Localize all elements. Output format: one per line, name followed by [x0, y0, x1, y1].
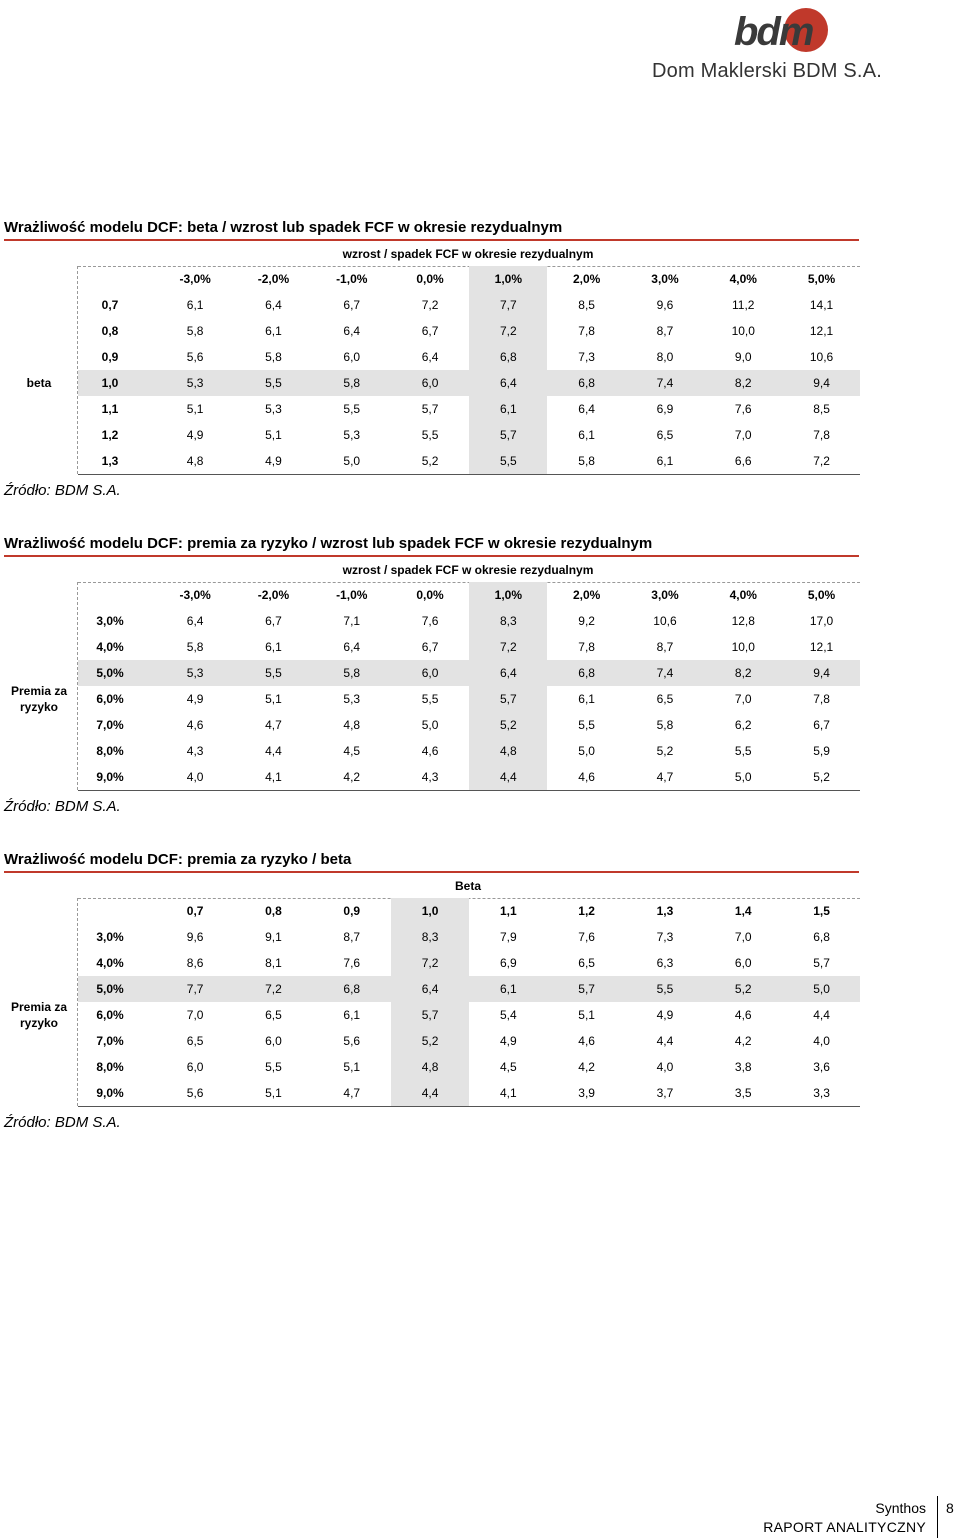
row-label: 3,0% [96, 614, 124, 628]
table-cell: 4,2 [343, 770, 361, 784]
table-cell: 5,5 [421, 428, 439, 442]
table-cell: 4,3 [186, 744, 204, 758]
table-cell: 7,2 [265, 982, 282, 996]
table-cell: 5,1 [186, 402, 204, 416]
table-cell: 6,1 [186, 298, 204, 312]
table-row [78, 370, 860, 396]
source-note: Źródło: BDM S.A. [4, 798, 121, 815]
table-cell: 17,0 [809, 614, 834, 628]
table-cell: 7,2 [421, 956, 439, 970]
table-cell: 5,6 [343, 1034, 361, 1048]
table-cell: 4,1 [265, 770, 282, 784]
column-header: 3,0% [651, 272, 679, 286]
column-group-label: wzrost / spadek FCF w okresie rezydualnym [342, 247, 594, 261]
table-cell: 5,7 [578, 982, 595, 996]
table-cell: 3,6 [813, 1060, 830, 1074]
table-cell: 4,9 [186, 428, 204, 442]
table-cell: 5,3 [186, 376, 204, 390]
column-header: 1,3 [656, 904, 674, 918]
table-cell: 8,1 [265, 956, 282, 970]
column-header: 1,0% [494, 588, 523, 602]
table-cell: 7,6 [578, 930, 595, 944]
table-cell: 5,1 [343, 1060, 361, 1074]
table-row [78, 924, 860, 950]
table-cell: 6,7 [343, 298, 361, 312]
table-cell: 4,6 [578, 1034, 595, 1048]
table-cell: 3,5 [734, 1086, 752, 1100]
table-cell: 5,0 [421, 718, 439, 732]
table-cell: 6,7 [813, 718, 830, 732]
row-label: 5,0% [96, 666, 124, 680]
table-cell: 4,8 [499, 744, 517, 758]
table-cell: 6,0 [343, 350, 361, 364]
table-cell: 7,0 [734, 930, 752, 944]
table-row [78, 950, 860, 976]
side-label: Premia za ryzyko [10, 684, 68, 714]
table-cell: 5,7 [499, 428, 517, 442]
table-cell: 6,7 [421, 324, 439, 338]
row-label: 8,0% [96, 744, 124, 758]
table-cell: 8,6 [186, 956, 204, 970]
table-cell: 6,4 [578, 402, 595, 416]
table-cell: 10,0 [731, 640, 755, 654]
table-cell: 5,0 [578, 744, 595, 758]
page-number: 8 [946, 1500, 954, 1516]
table-cell: 7,2 [813, 454, 830, 468]
source-note: Źródło: BDM S.A. [4, 1114, 121, 1131]
table-cell: 6,1 [578, 692, 595, 706]
table-row [78, 1002, 860, 1028]
table-cell: 4,6 [186, 718, 204, 732]
table-cell: 8,7 [343, 930, 361, 944]
table-cell: 7,8 [578, 640, 595, 654]
table-cell: 4,3 [421, 770, 439, 784]
row-label: 4,0% [96, 956, 124, 970]
column-header: 0,0% [416, 588, 444, 602]
table-cell: 6,4 [343, 324, 361, 338]
logo-letters: bdm [734, 10, 813, 54]
table-cell: 5,5 [421, 692, 439, 706]
table-cell: 5,0 [343, 454, 361, 468]
table-cell: 4,1 [499, 1086, 517, 1100]
row-label: 0,7 [101, 298, 119, 312]
table-cell: 10,0 [731, 324, 755, 338]
table-cell: 5,5 [499, 454, 517, 468]
section-title: Wrażliwość modelu DCF: beta / wzrost lub spadek FCF w okresie rezydualnym [4, 219, 859, 241]
table-cell: 6,7 [421, 640, 439, 654]
table-cell: 4,5 [343, 744, 361, 758]
table-cell: 5,8 [343, 666, 361, 680]
table-cell: 4,8 [421, 1060, 439, 1074]
table-cell: 3,7 [656, 1086, 674, 1100]
table-cell: 4,7 [265, 718, 282, 732]
table-cell: 5,6 [186, 350, 204, 364]
table-cell: 7,6 [421, 614, 439, 628]
table-cell: 6,0 [421, 666, 439, 680]
table-cell: 5,5 [265, 376, 282, 390]
column-header: -1,0% [336, 272, 368, 286]
table-cell: 4,2 [578, 1060, 595, 1074]
table-cell: 12,1 [809, 324, 834, 338]
table-row [78, 318, 860, 344]
table-cell: 8,3 [499, 614, 517, 628]
row-label: 9,0% [96, 770, 124, 784]
table-cell: 8,7 [656, 640, 674, 654]
table-cell: 6,2 [734, 718, 752, 732]
table-cell: 6,0 [186, 1060, 204, 1074]
column-header: 5,0% [807, 588, 836, 602]
table-cell: 5,5 [734, 744, 752, 758]
row-label: 0,8 [101, 324, 119, 338]
side-label: beta [26, 376, 52, 390]
table-cell: 6,6 [734, 454, 752, 468]
table-cell: 4,8 [343, 718, 361, 732]
table-cell: 9,4 [813, 666, 830, 680]
table-cell: 6,8 [343, 982, 361, 996]
table-cell: 6,5 [656, 692, 674, 706]
table-cell: 7,8 [813, 428, 830, 442]
column-header: 2,0% [572, 588, 601, 602]
table-cell: 4,6 [421, 744, 439, 758]
table-cell: 5,5 [265, 666, 282, 680]
table-cell: 7,8 [578, 324, 595, 338]
table-row [78, 634, 860, 660]
table-cell: 5,5 [656, 982, 674, 996]
column-header: 0,7 [186, 904, 204, 918]
table-cell: 6,1 [499, 402, 517, 416]
table-cell: 4,4 [656, 1034, 674, 1048]
table-cell: 7,9 [499, 930, 517, 944]
table-cell: 4,8 [186, 454, 204, 468]
table-cell: 5,8 [186, 640, 204, 654]
table-cell: 7,4 [656, 376, 674, 390]
table-cell: 6,4 [265, 298, 282, 312]
footer-separator [937, 1496, 938, 1538]
table-cell: 4,0 [656, 1060, 674, 1074]
table-cell: 6,4 [343, 640, 361, 654]
table-cell: 6,5 [265, 1008, 282, 1022]
table-cell: 5,6 [186, 1086, 204, 1100]
column-group-label: wzrost / spadek FCF w okresie rezydualnym [342, 563, 594, 577]
table-cell: 6,8 [578, 376, 595, 390]
footer-company: Synthos [875, 1500, 926, 1516]
table-cell: 12,1 [809, 640, 834, 654]
row-label: 1,0 [101, 376, 119, 390]
table-cell: 5,8 [656, 718, 674, 732]
table-cell: 6,1 [343, 1008, 361, 1022]
table-cell: 5,8 [186, 324, 204, 338]
table-cell: 4,9 [656, 1008, 674, 1022]
table-cell: 7,0 [734, 428, 752, 442]
column-header: 1,4 [734, 904, 752, 918]
table-cell: 6,9 [499, 956, 517, 970]
table-cell: 6,0 [421, 376, 439, 390]
table-cell: 5,2 [499, 718, 517, 732]
row-label: 4,0% [96, 640, 124, 654]
table-cell: 5,9 [813, 744, 830, 758]
table-cell: 6,5 [656, 428, 674, 442]
table-beta-fcf [0, 219, 860, 499]
table-cell: 8,0 [656, 350, 674, 364]
company-name: Dom Maklerski BDM S.A. [652, 60, 882, 82]
column-group-label: Beta [454, 879, 481, 893]
row-label: 8,0% [96, 1060, 124, 1074]
table-cell: 5,5 [578, 718, 595, 732]
table-cell: 5,3 [343, 692, 361, 706]
table-cell: 8,7 [656, 324, 674, 338]
table-cell: 10,6 [653, 614, 677, 628]
table-row [78, 448, 860, 474]
table-cell: 9,0 [734, 350, 752, 364]
table-cell: 5,2 [421, 1034, 439, 1048]
row-label: 6,0% [96, 692, 124, 706]
table-cell: 5,2 [421, 454, 439, 468]
table-cell: 5,8 [343, 376, 361, 390]
table-cell: 6,3 [656, 956, 674, 970]
table-cell: 7,2 [499, 640, 517, 654]
table-cell: 4,6 [578, 770, 595, 784]
table-cell: 12,8 [731, 614, 755, 628]
table-cell: 6,4 [421, 982, 439, 996]
table-cell: 7,3 [656, 930, 674, 944]
table-row [78, 686, 860, 712]
table-cell: 7,7 [186, 982, 204, 996]
table-cell: 7,8 [813, 692, 830, 706]
table-cell: 6,7 [265, 614, 282, 628]
table-cell: 6,1 [265, 324, 282, 338]
table-cell: 6,0 [265, 1034, 282, 1048]
table-row [78, 712, 860, 738]
table-cell: 9,1 [265, 930, 282, 944]
column-header: -2,0% [257, 588, 290, 602]
section-title: Wrażliwość modelu DCF: premia za ryzyko / beta [4, 851, 859, 873]
table-row [78, 422, 860, 448]
table-cell: 4,9 [186, 692, 204, 706]
table-cell: 7,4 [656, 666, 674, 680]
table-cell: 4,7 [656, 770, 674, 784]
table-bottom-rule [78, 474, 860, 475]
source-note: Źródło: BDM S.A. [4, 482, 121, 499]
table-cell: 4,7 [343, 1086, 361, 1100]
row-label: 0,9 [101, 350, 119, 364]
table-cell: 5,1 [265, 428, 282, 442]
table-cell: 7,0 [734, 692, 752, 706]
table-cell: 4,5 [499, 1060, 517, 1074]
column-header: 1,0% [494, 272, 523, 286]
table-cell: 6,8 [578, 666, 595, 680]
table-cell: 9,6 [186, 930, 204, 944]
table-cell: 4,9 [265, 454, 282, 468]
table-cell: 6,4 [499, 376, 517, 390]
table-cell: 3,3 [813, 1086, 830, 1100]
table-cell: 9,2 [578, 614, 595, 628]
table-row [78, 738, 860, 764]
table-row [78, 1054, 860, 1080]
table-cell: 5,1 [578, 1008, 595, 1022]
column-header: -1,0% [336, 588, 368, 602]
row-label: 6,0% [96, 1008, 124, 1022]
table-cell: 7,1 [343, 614, 361, 628]
table-cell: 5,4 [499, 1008, 517, 1022]
row-label: 7,0% [96, 1034, 124, 1048]
table-cell: 6,5 [186, 1034, 204, 1048]
column-header: 1,5 [813, 904, 830, 918]
table-cell: 5,8 [578, 454, 595, 468]
table-cell: 6,8 [813, 930, 830, 944]
table-cell: 6,4 [499, 666, 517, 680]
table-cell: 5,3 [265, 402, 282, 416]
table-row [78, 608, 860, 634]
table-cell: 3,9 [578, 1086, 595, 1100]
table-row [78, 292, 860, 318]
table-row [78, 344, 860, 370]
table-cell: 10,6 [809, 350, 834, 364]
column-header: -3,0% [179, 272, 211, 286]
table-row [78, 764, 860, 790]
table-cell: 6,1 [499, 982, 517, 996]
row-label: 1,1 [101, 402, 119, 416]
table-cell: 5,7 [499, 692, 517, 706]
column-header: 3,0% [651, 588, 679, 602]
column-header: 1,0 [421, 904, 439, 918]
column-header: 4,0% [729, 588, 757, 602]
row-label: 1,2 [101, 428, 119, 442]
table-cell: 6,1 [656, 454, 674, 468]
table-cell: 5,5 [265, 1060, 282, 1074]
side-label: Premia za ryzyko [10, 1000, 68, 1030]
table-cell: 6,5 [578, 956, 595, 970]
table-cell: 4,9 [499, 1034, 517, 1048]
table-premium-beta [0, 851, 860, 1131]
table-cell: 14,1 [809, 298, 834, 312]
table-cell: 6,4 [186, 614, 204, 628]
table-cell: 7,2 [499, 324, 517, 338]
column-header: 2,0% [572, 272, 601, 286]
table-row [78, 1028, 860, 1054]
table-cell: 4,6 [734, 1008, 752, 1022]
table-cell: 6,4 [421, 350, 439, 364]
column-header: -3,0% [179, 588, 211, 602]
table-cell: 4,0 [186, 770, 204, 784]
table-cell: 5,2 [813, 770, 830, 784]
table-cell: 5,3 [186, 666, 204, 680]
table-cell: 6,0 [734, 956, 752, 970]
table-row [78, 976, 860, 1002]
table-cell: 5,3 [343, 428, 361, 442]
row-label: 7,0% [96, 718, 124, 732]
table-cell: 8,5 [578, 298, 595, 312]
table-cell: 9,4 [813, 376, 830, 390]
column-header: 0,8 [265, 904, 282, 918]
table-cell: 6,9 [656, 402, 674, 416]
table-cell: 7,7 [499, 298, 517, 312]
column-header: 0,0% [416, 272, 444, 286]
table-cell: 11,2 [732, 298, 755, 312]
table-cell: 6,1 [578, 428, 595, 442]
table-cell: 8,2 [734, 666, 752, 680]
table-cell: 4,4 [421, 1086, 439, 1100]
row-label: 5,0% [96, 982, 124, 996]
column-header: 4,0% [729, 272, 757, 286]
column-header: 0,9 [343, 904, 361, 918]
column-header: 1,2 [578, 904, 595, 918]
column-header: 1,1 [499, 904, 517, 918]
table-cell: 4,4 [813, 1008, 830, 1022]
table-cell: 5,2 [656, 744, 674, 758]
table-cell: 8,2 [734, 376, 752, 390]
table-cell: 4,0 [813, 1034, 830, 1048]
table-row [78, 660, 860, 686]
table-premium-fcf [0, 535, 860, 815]
table-cell: 4,4 [499, 770, 517, 784]
table-row [78, 396, 860, 422]
table-bottom-rule [78, 1106, 860, 1107]
column-header: -2,0% [257, 272, 290, 286]
table-cell: 7,3 [578, 350, 595, 364]
table-cell: 7,0 [186, 1008, 204, 1022]
table-cell: 8,5 [813, 402, 830, 416]
table-cell: 5,0 [813, 982, 830, 996]
row-label: 1,3 [101, 454, 119, 468]
table-cell: 7,6 [734, 402, 752, 416]
bdm-logo [650, 8, 900, 83]
table-cell: 5,5 [343, 402, 361, 416]
row-label: 3,0% [96, 930, 124, 944]
row-label: 9,0% [96, 1086, 124, 1100]
section-title: Wrażliwość modelu DCF: premia za ryzyko / wzrost lub spadek FCF w okresie rezydualnym [4, 535, 859, 557]
table-row [78, 1080, 860, 1106]
table-cell: 9,6 [656, 298, 674, 312]
footer-report: RAPORT ANALITYCZNY [763, 1519, 926, 1535]
table-cell: 7,6 [343, 956, 361, 970]
table-cell: 3,8 [734, 1060, 752, 1074]
table-bottom-rule [78, 790, 860, 791]
table-cell: 8,3 [421, 930, 439, 944]
table-cell: 5,1 [265, 1086, 282, 1100]
table-cell: 7,2 [421, 298, 439, 312]
table-cell: 6,8 [499, 350, 517, 364]
table-cell: 5,8 [265, 350, 282, 364]
table-cell: 5,7 [421, 402, 439, 416]
column-header: 5,0% [807, 272, 836, 286]
table-cell: 5,7 [813, 956, 830, 970]
table-cell: 5,7 [421, 1008, 439, 1022]
table-cell: 5,0 [734, 770, 752, 784]
table-cell: 4,4 [265, 744, 282, 758]
table-cell: 4,2 [734, 1034, 752, 1048]
table-cell: 6,1 [265, 640, 282, 654]
table-cell: 5,1 [265, 692, 282, 706]
table-cell: 5,2 [734, 982, 752, 996]
